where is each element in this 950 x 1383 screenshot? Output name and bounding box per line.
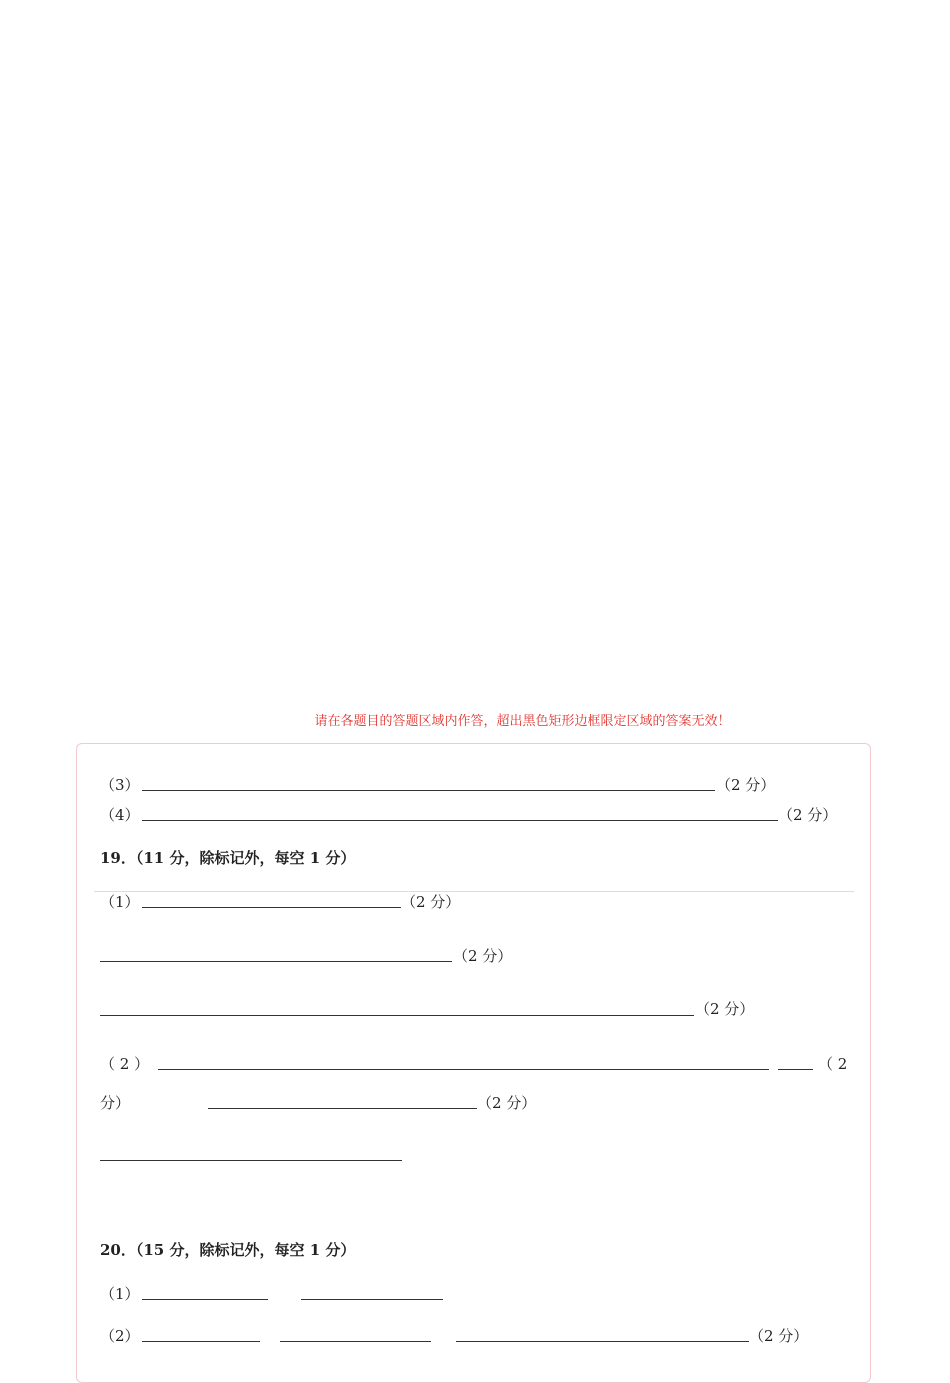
q19-part2-answer-line[interactable] — [158, 1069, 769, 1070]
q19-answer-line-last[interactable] — [100, 1160, 402, 1161]
q19-part2-answer-line-2[interactable] — [208, 1108, 477, 1109]
q18-part3-answer-line[interactable] — [142, 790, 715, 791]
answer-frame — [76, 743, 871, 1383]
q20-part2-answer-line-2[interactable] — [280, 1341, 431, 1342]
q19-answer-line-2[interactable] — [100, 961, 452, 962]
q18-part4-label: （4） — [100, 806, 140, 824]
q19-part2-answer-line-short[interactable] — [778, 1069, 813, 1070]
q20-part1-answer-line-1[interactable] — [142, 1299, 268, 1300]
q19-part2-points-b: 分） — [100, 1094, 131, 1112]
q18-part4-answer-line[interactable] — [142, 820, 778, 821]
q20-part2-answer-line-3[interactable] — [456, 1341, 749, 1342]
section-divider — [94, 891, 854, 892]
q19-line2-points: （2 分） — [453, 947, 513, 965]
answer-area-warning: 请在各题目的答题区域内作答，超出黑色矩形边框限定区域的答案无效！ — [314, 714, 731, 729]
q19-part1-label: （1） — [100, 893, 140, 911]
q19-line3-points: （2 分） — [695, 1000, 755, 1018]
q20-part2-answer-line-1[interactable] — [142, 1341, 260, 1342]
q19-heading: 19．（11 分，除标记外，每空 1 分） — [100, 849, 356, 867]
q20-part1-label: （1） — [100, 1285, 140, 1303]
q19-answer-line-3[interactable] — [100, 1015, 694, 1016]
q18-part3-points: （2 分） — [716, 776, 776, 794]
q18-part3-label: （3） — [100, 776, 140, 794]
q19-part2-points-a: （ 2 — [818, 1055, 848, 1073]
q19-part1-points: （2 分） — [401, 893, 461, 911]
q20-part2-label: （2） — [100, 1327, 140, 1345]
q20-part1-answer-line-2[interactable] — [301, 1299, 443, 1300]
q20-heading: 20．（15 分，除标记外，每空 1 分） — [100, 1241, 356, 1259]
q19-part2-label: （ 2 ） — [100, 1055, 150, 1073]
q19-part2-points-c: （2 分） — [477, 1094, 537, 1112]
q20-part2-points: （2 分） — [749, 1327, 809, 1345]
q18-part4-points: （2 分） — [778, 806, 838, 824]
q19-part1-answer-line[interactable] — [142, 907, 401, 908]
